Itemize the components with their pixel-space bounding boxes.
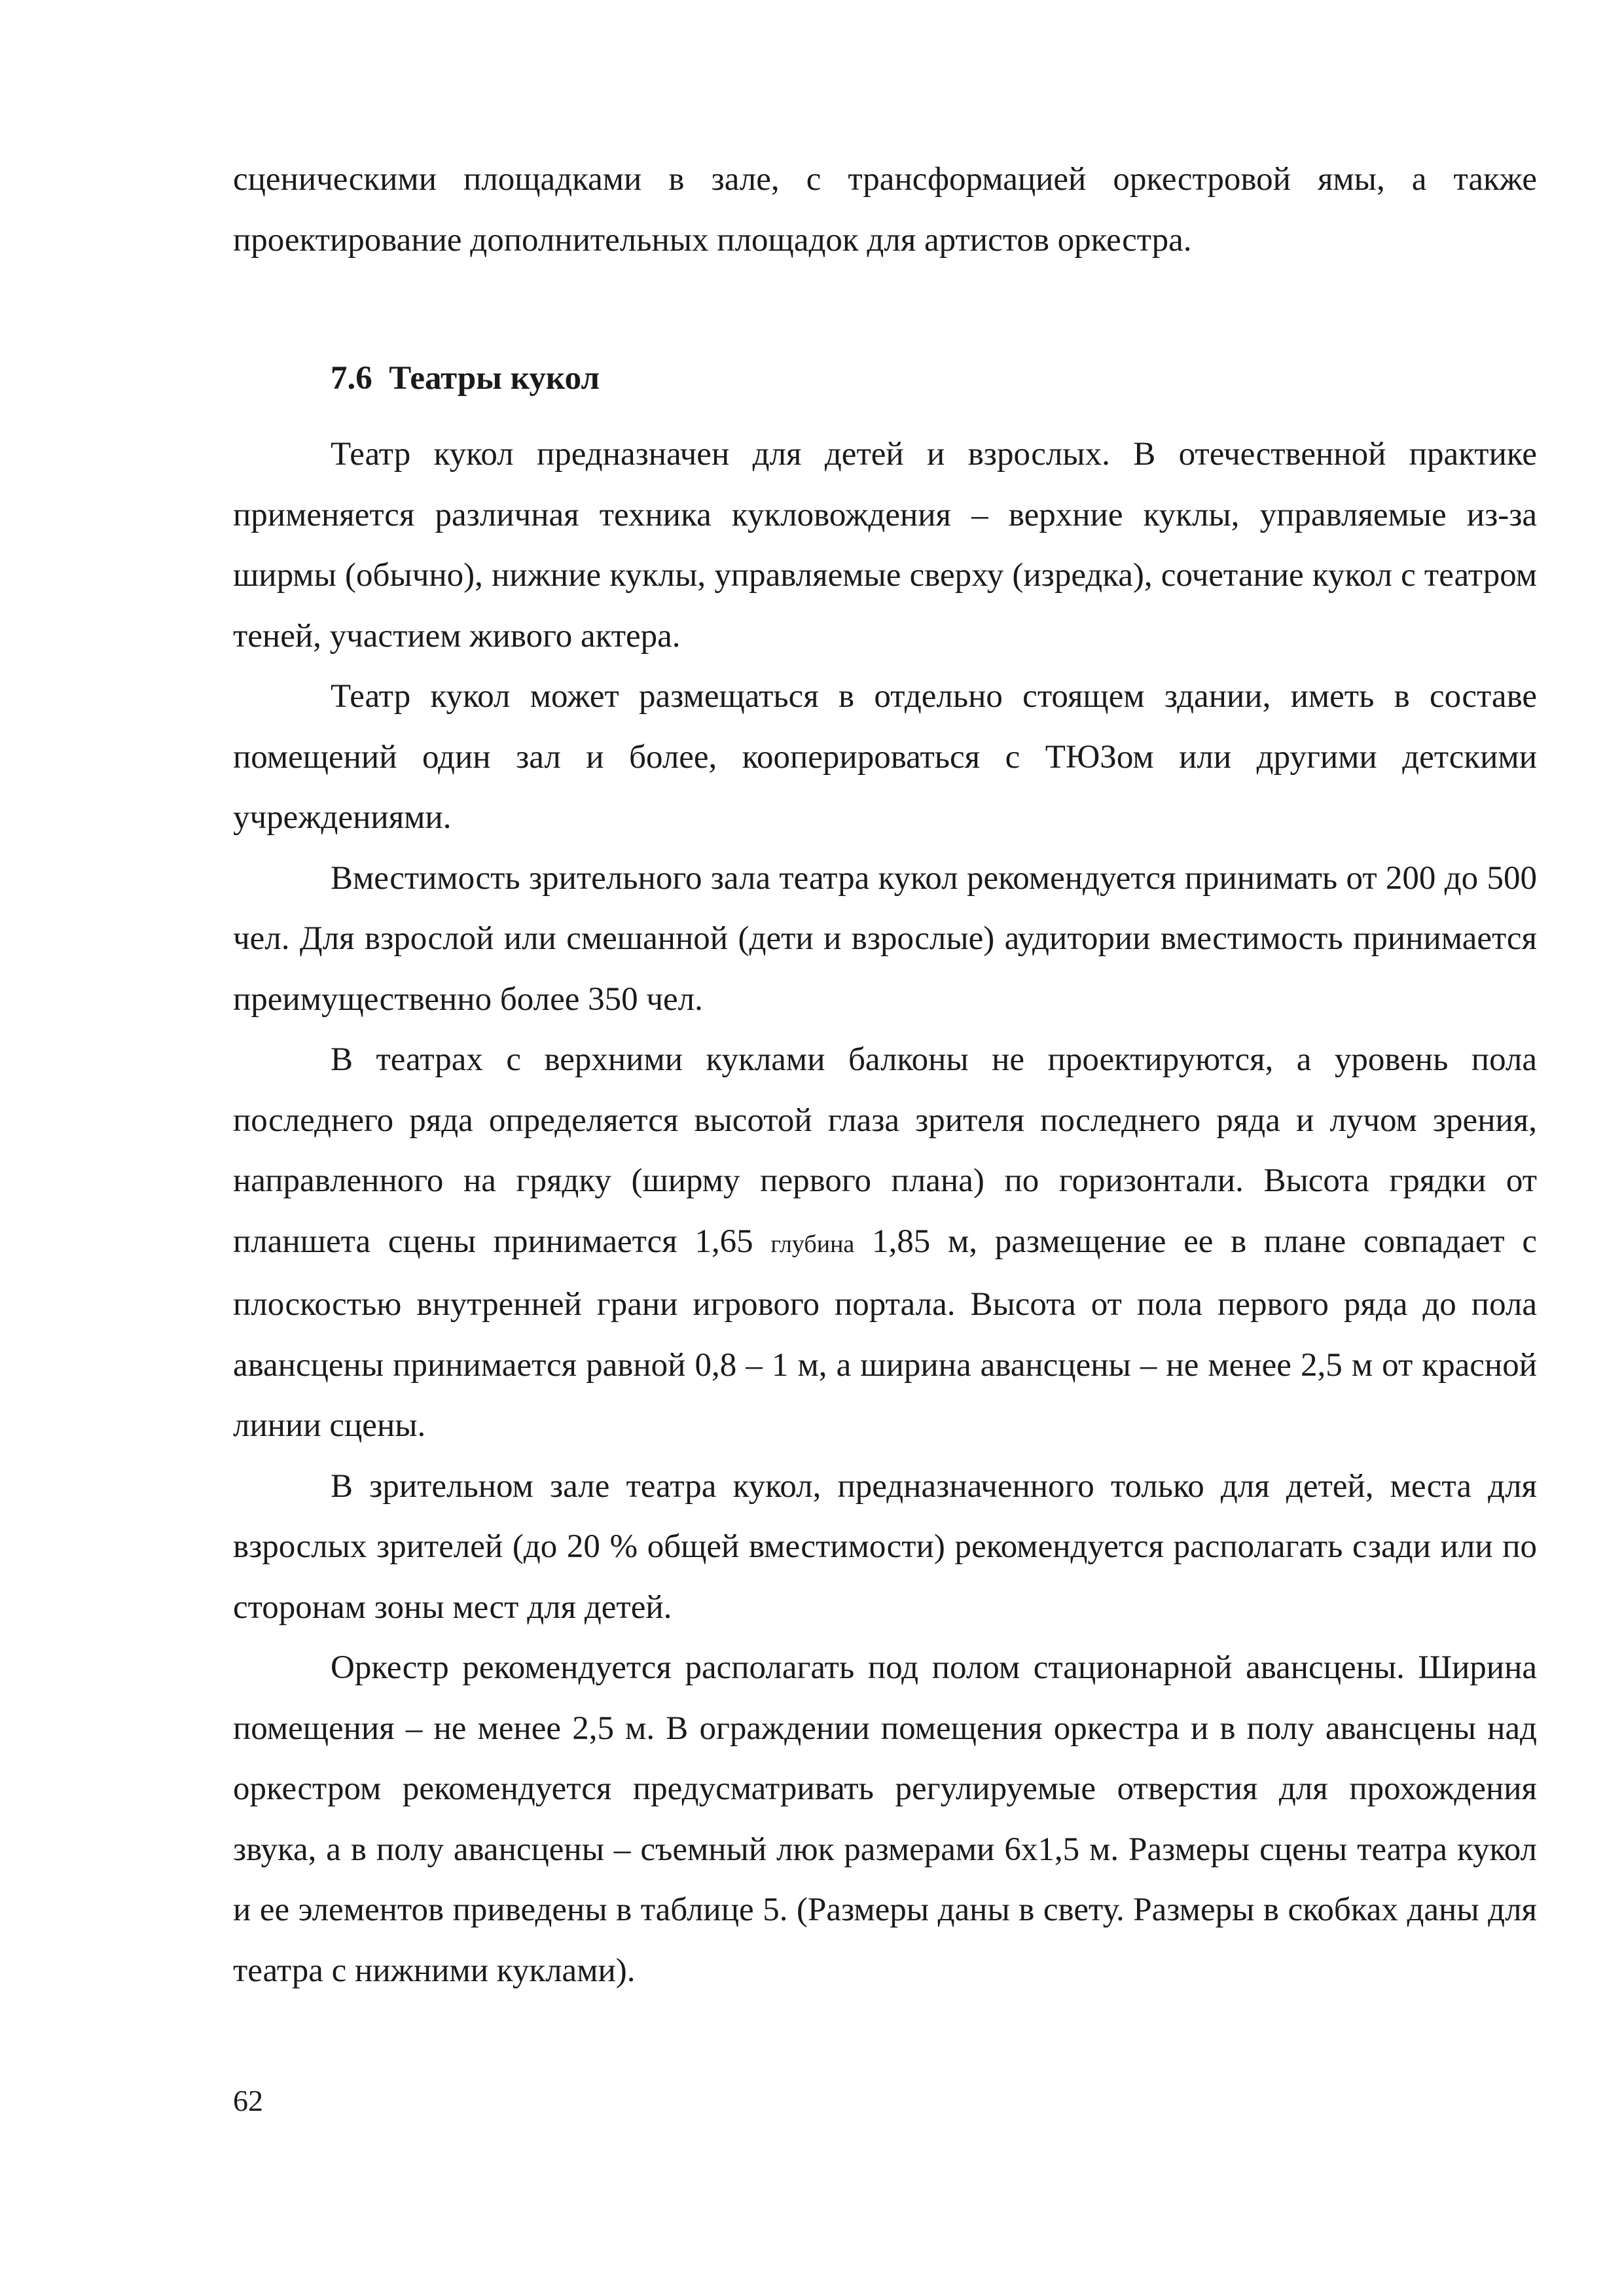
paragraph-4-inline-note: глубина <box>770 1230 855 1258</box>
section-heading <box>331 348 600 408</box>
paragraph-4-text-start: В театрах с верхними куклами балконы не проектируются, а уровень пола последнего ряда определяется высотой глаза зрителя последнего ряда и лучом зрения, направленного на грядку (ширму первого плана) по горизонтали. Высота грядки от планшета сцены принимается 1,65 <box>233 1041 1537 1260</box>
intro-paragraph: сценическими площадками в зале, с трансформацией оркестровой ямы, а также проектирование дополнительных площадок для артистов оркестра. <box>233 161 1537 259</box>
paragraph-5: В зрительном зале театра кукол, предназначенного только для детей, места для взрослых зрителей (до 20 % общей вместимости) рекомендуется располагать сзади или по сторонам зоны мест для детей. <box>233 1467 1537 1626</box>
paragraph-4 <box>233 1030 1537 1456</box>
paragraph-1: Театр кукол предназначен для детей и взрослых. В отечественной практике применяется различная техника кукловождения – верхние куклы, управляемые из-за ширмы (обычно), нижние куклы, управляемые сверху (изредка), сочетание кукол с театром теней, участием живого актера. <box>233 436 1537 655</box>
intro-paragraph-container <box>233 149 1537 270</box>
paragraph-4-text-end: 1,85 м, размещение ее в плане совпадает с плоскостью внутренней грани игрового портала. Высота от пола первого ряда до пола авансцены принимается равной 0,8 – 1 м, а ширина авансцены – не менее 2,5 м от красной линии сцены. <box>233 1223 1538 1444</box>
paragraph-6: Оркестр рекомендуется располагать под полом стационарной авансцены. Ширина помещения – не менее 2,5 м. В ограждении помещения оркестра и в полу авансцены над оркестром рекомендуется предусматривать регулируемые отверстия для прохождения звука, а в полу авансцены – съемный люк размерами 6х1,5 м. Размеры сцены театра кукол и ее элементов приведены в таблице 5. (Размеры даны в свету. Размеры в скобках даны для театра с нижними куклами). <box>233 1649 1537 1989</box>
paragraph-2: Театр кукол может размещаться в отдельно стоящем здании, иметь в составе помещений один зал и более, кооперироваться с ТЮЗом или другими детскими учреждениями. <box>233 678 1537 836</box>
section-body <box>233 424 1537 2001</box>
page-number: 62 <box>233 2084 263 2117</box>
section-number: 7.6 <box>331 360 372 397</box>
section-title: Театры кукол <box>389 360 600 397</box>
paragraph-3: Вместимость зрительного зала театра кукол рекомендуется принимать от 200 до 500 чел. Для взрослой или смешанной (дети и взрослые) аудитории вместимость принимается преимущественно более 350 чел. <box>233 859 1537 1018</box>
